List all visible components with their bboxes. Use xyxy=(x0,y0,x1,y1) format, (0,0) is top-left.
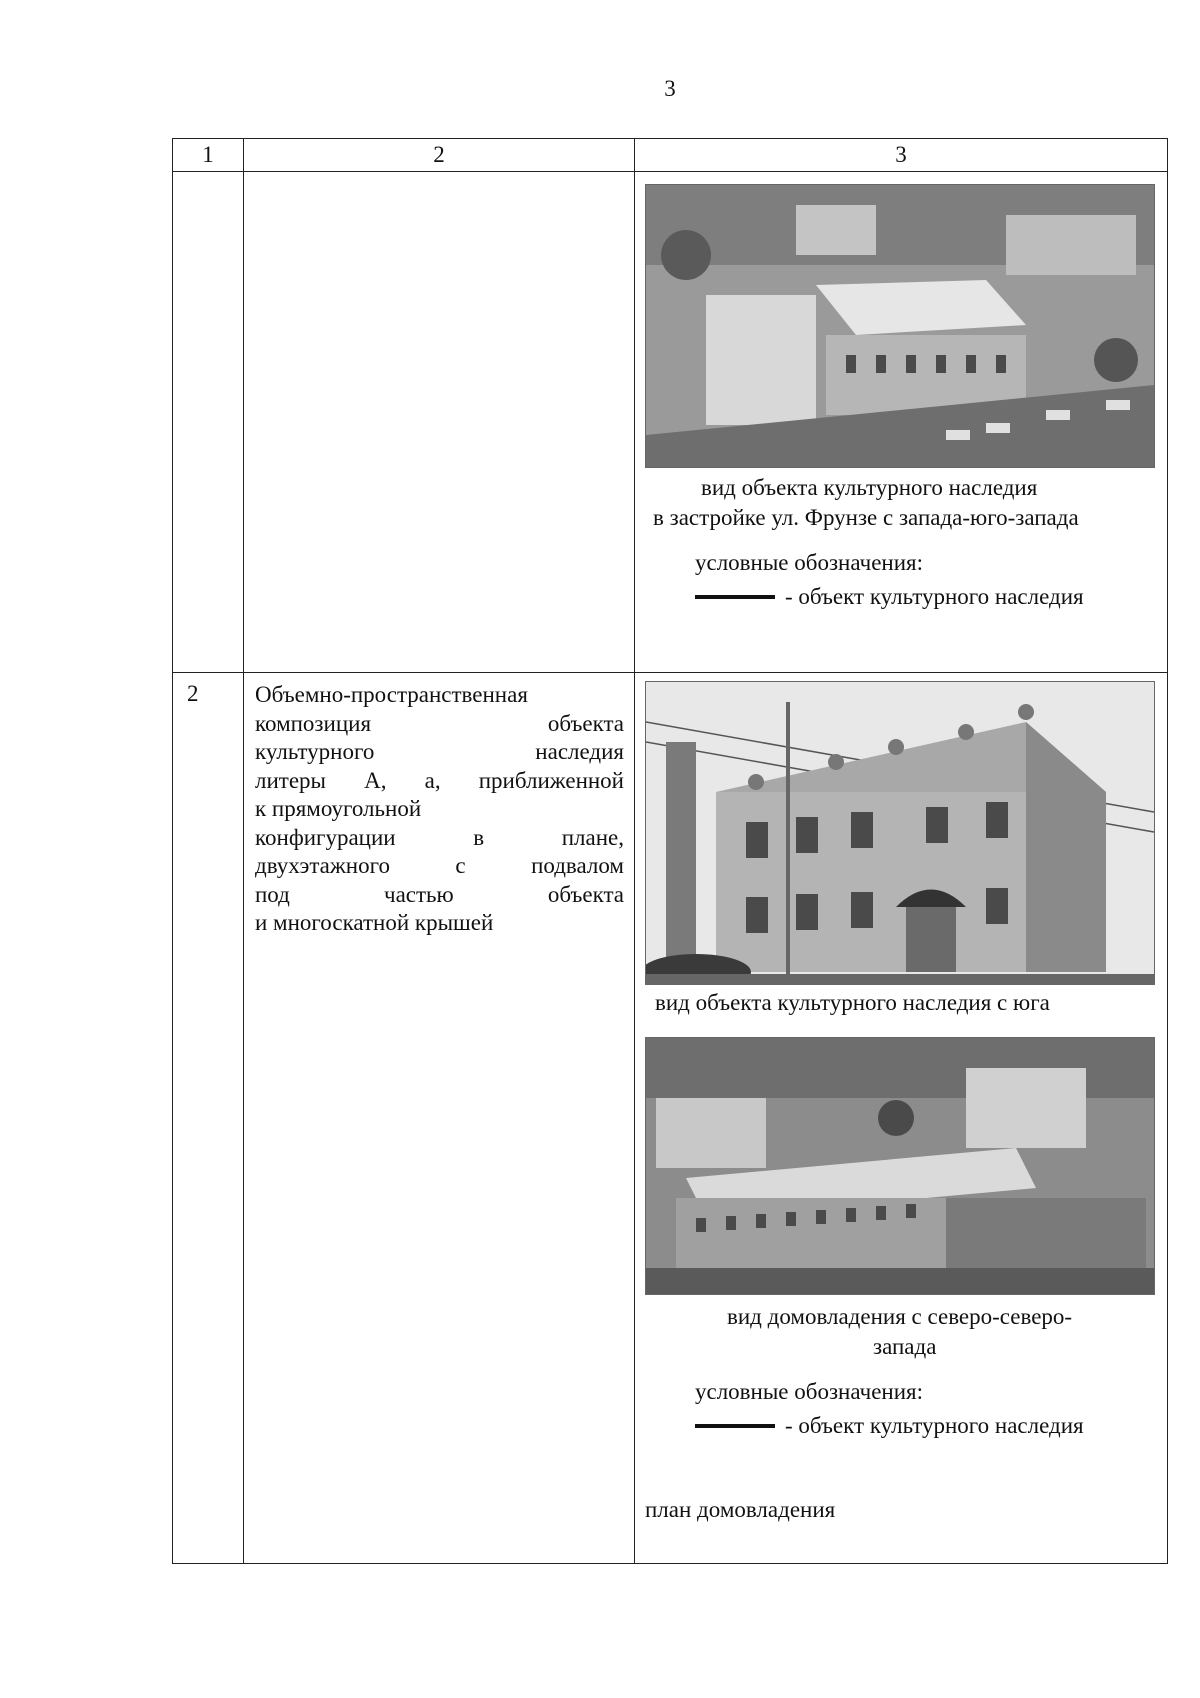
table-row xyxy=(173,673,1168,1564)
heritage-table xyxy=(172,138,1168,1564)
legend-title: условные обозначения: xyxy=(695,1379,924,1404)
description-line: двухэтажного с подвалом xyxy=(255,853,624,878)
photo-nnw-caption-line1: вид домовладения с северо-северо- xyxy=(727,1304,1073,1329)
photo-nnw-caption-line2: запада xyxy=(873,1334,937,1359)
description-line: композиция объекта xyxy=(255,710,624,736)
legend-line-icon xyxy=(695,595,775,599)
legend-title: условные обозначения: xyxy=(695,550,924,575)
description-line: Объемно-пространственная xyxy=(255,682,528,707)
legend-line-icon xyxy=(695,1424,775,1428)
description-line: культурного наследия xyxy=(255,739,624,764)
photo-aerial-caption-line2: в застройке ул. Фрунзе с запада-юго-запада xyxy=(653,505,1079,530)
legend-item xyxy=(695,1413,1084,1439)
photo-aerial-nnw xyxy=(645,1037,1155,1295)
photo-south-caption: вид объекта культурного наследия с юга xyxy=(655,990,1050,1015)
photo-aerial-caption-line1: вид объекта культурного наследия xyxy=(701,475,1038,500)
row2-images-cell xyxy=(635,673,1167,1563)
page-number: 3 xyxy=(664,76,676,101)
legend-item-label: - объект культурного наследия xyxy=(785,1413,1084,1438)
legend-item-label: - объект культурного наследия xyxy=(785,584,1084,609)
description-line: конфигурации в плане, xyxy=(255,824,624,850)
row2-number: 2 xyxy=(187,681,199,706)
row1-images-cell xyxy=(635,172,1167,672)
row1-number xyxy=(173,172,244,673)
description-line: литеры А, а, приближенной xyxy=(255,767,624,793)
description-line: под частью объекта xyxy=(255,881,624,907)
photo-aerial-wsw xyxy=(645,184,1155,468)
table-header-row xyxy=(173,139,1168,172)
photo-facade-south xyxy=(645,681,1155,985)
header-col-3: 3 xyxy=(635,139,1168,172)
plan-label: план домовладения xyxy=(645,1497,836,1522)
description-line: и многоскатной крышей xyxy=(255,910,494,935)
legend-item xyxy=(695,584,1084,610)
header-col-1: 1 xyxy=(173,139,244,172)
table-row xyxy=(173,172,1168,673)
row2-description xyxy=(244,673,634,938)
description-line: к прямоугольной xyxy=(255,796,422,821)
row1-description xyxy=(244,172,635,673)
header-col-2: 2 xyxy=(244,139,635,172)
